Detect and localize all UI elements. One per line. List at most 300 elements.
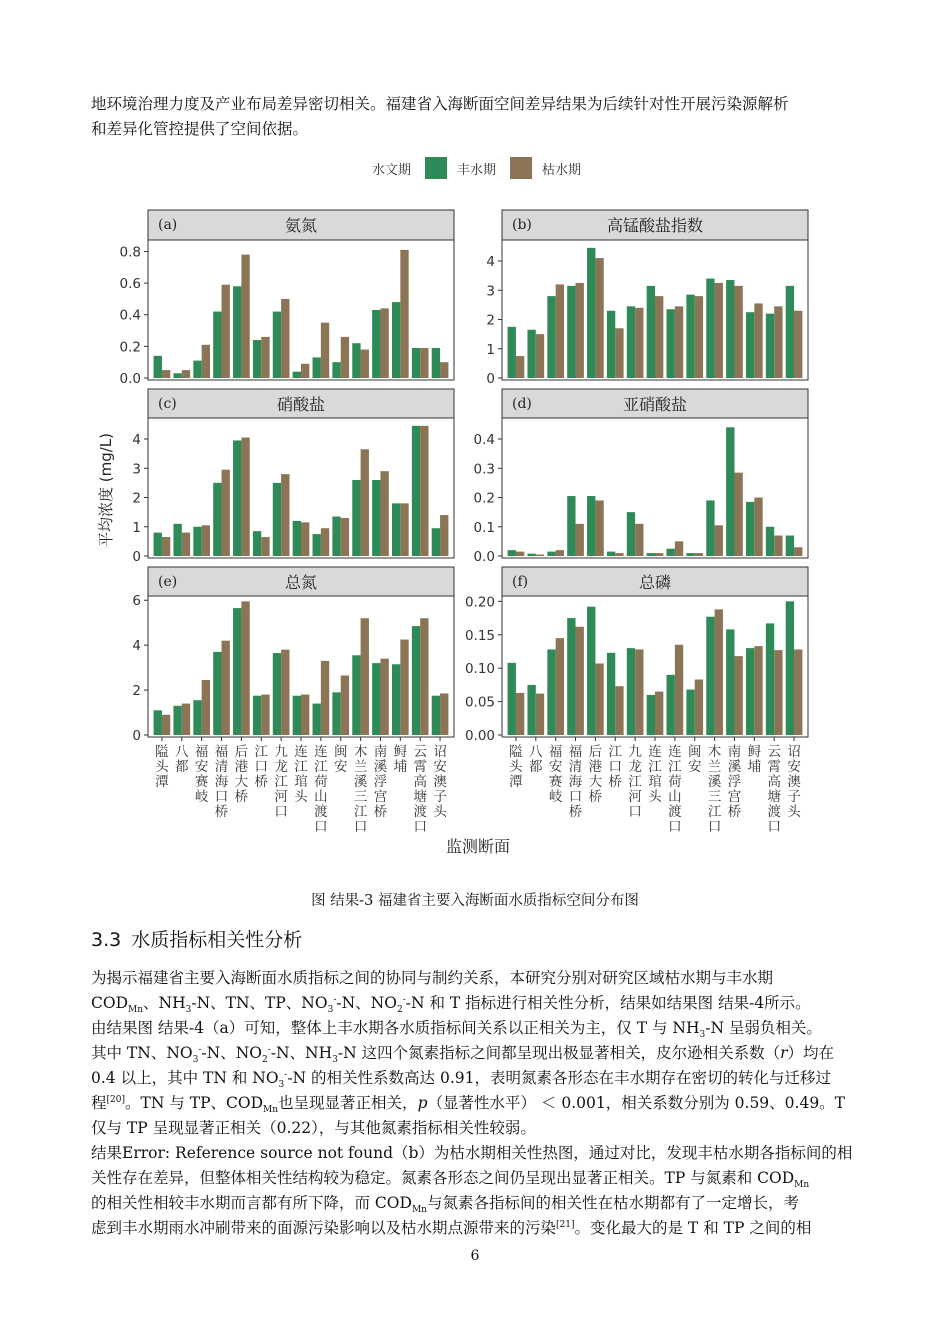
x-tick-label: 江 [314,759,328,775]
x-tick-label: 桥 [608,774,623,790]
bar [587,248,595,378]
x-axis-label: 监测断面 [445,837,511,856]
x-tick-label: 港 [588,759,603,775]
x-tick-label: 桥 [214,804,229,820]
x-tick-label: 琯 [648,774,662,790]
bar [734,656,742,735]
x-tick-label: 琯 [294,774,308,790]
x-tick-label: 口 [707,819,722,835]
x-tick-label: 高 [767,774,781,790]
panel-letter: (f) [512,574,529,590]
y-tick-label: 3 [132,461,141,478]
panel-title: 亚硝酸盐 [622,395,688,414]
bar [400,503,408,556]
x-tick-label: 潭 [509,774,523,790]
x-tick-label: 八 [529,744,543,760]
body-line: 仅与 TP 呈现显著正相关（0.22），与其他氮素指标相关性较弱。 [91,1119,536,1137]
x-tick-label: 龙 [628,759,642,775]
y-tick-label: 0.10 [464,661,495,678]
x-tick-label: 潭 [155,774,169,790]
bar [241,601,249,735]
bar [392,302,400,378]
bar [794,649,802,735]
x-tick-label: 山 [668,789,682,805]
bar [726,280,734,378]
bar [293,521,301,556]
y-tick-label: 2 [132,683,141,700]
x-tick-label: 塘 [767,789,781,805]
bar [726,629,734,735]
x-tick-label: 子 [433,789,447,805]
bar [774,536,782,556]
bar [547,296,555,378]
x-tick-label: 溪 [707,774,722,790]
bar [202,345,210,378]
x-tick-label: 清 [214,759,229,775]
x-tick-label: 江 [254,744,269,760]
bar [313,704,321,735]
bar [361,350,369,378]
x-tick-label: 闽 [687,744,702,760]
x-tick-label: 云 [413,744,427,760]
x-tick-label: 口 [767,819,781,835]
bar [154,356,162,378]
panel-title: 硝酸盐 [276,395,326,414]
bar [635,308,643,378]
chart-panel [132,389,454,565]
bar [440,693,448,735]
x-tick-label: 浮 [727,774,742,790]
bar [321,661,329,735]
panel-letter: (c) [158,396,177,412]
bar [556,284,564,378]
x-tick-label: 福 [548,744,563,760]
bar [352,480,360,556]
panel-letter: (e) [158,574,178,590]
x-tick-label: 连 [314,744,328,760]
x-tick-label: 木 [353,744,368,760]
x-tick-label: 山 [314,789,328,805]
x-tick-label: 岐 [548,789,563,805]
x-tick-label: 江 [608,744,623,760]
panel-letter: (d) [512,396,532,412]
body-line: 0.4 以上，其中 TN 和 $NO_3^--N$ 的相关性系数高达 0.91，表明氮素各形态在丰水期存在密切的转化与迁移过 [91,1069,831,1091]
y-tick-label: 0 [486,371,495,387]
bar [420,618,428,735]
x-tick-label: 口 [568,789,583,805]
bar [341,675,349,735]
bar [213,312,221,378]
bar [536,694,544,735]
body-line: 其中 TN、$NO_3^--N$、$NO_2^--N$、$NH_3-N$ 这四个氮素指标之间都呈现出极显著相关，皮尔逊相关系数（r）均在 [91,1044,835,1066]
chart-panel [132,567,454,835]
bar [627,512,635,556]
bar [182,370,190,378]
bar [233,440,241,556]
bar [281,299,289,378]
bar [440,362,448,378]
bar [321,323,329,378]
bar [273,653,281,735]
chart-panel [474,389,808,565]
x-tick-label: 福 [214,744,229,760]
x-tick-label: 口 [608,759,623,775]
bar [695,680,703,735]
bar [222,470,230,556]
bar [754,303,762,378]
bar [432,696,440,735]
bar [253,696,261,735]
x-tick-label: 埔 [747,759,762,775]
y-tick-label: 6 [132,593,141,610]
bar [182,704,190,735]
x-tick-label: 头 [648,789,662,805]
x-tick-label: 清 [568,759,583,775]
x-tick-label: 渡 [314,804,328,820]
bar [301,364,309,378]
bar [587,607,595,735]
x-tick-label: 安 [687,759,702,775]
y-tick-label: 0.1 [473,519,495,536]
x-tick-label: 八 [175,744,189,760]
bar [647,286,655,378]
y-tick-label: 0.0 [119,371,141,387]
bar [746,648,754,735]
x-tick-label: 赛 [194,774,209,790]
bar [686,295,694,378]
x-tick-label: 河 [628,789,642,805]
bar [675,541,683,556]
x-tick-label: 桥 [588,789,603,805]
x-tick-label: 口 [274,804,288,820]
x-tick-label: 港 [234,759,249,775]
bar [655,692,663,735]
bar [706,500,714,556]
bar [241,255,249,378]
bar [173,706,181,735]
x-tick-label: 后 [588,744,603,760]
bar [615,328,623,378]
y-tick-label: 2 [486,312,495,329]
bar [321,528,329,556]
bar [313,534,321,556]
bar [627,648,635,735]
bar [667,549,675,556]
bar [332,692,340,735]
bar [420,348,428,378]
x-tick-label: 桥 [727,804,742,820]
x-tick-label: 海 [568,774,583,790]
bar [556,638,564,735]
bar [786,286,794,378]
y-tick-label: 0.3 [473,461,495,478]
bar [595,500,603,556]
bar [154,710,162,735]
bar [400,250,408,378]
x-tick-label: 南 [373,744,388,760]
bar [332,362,340,378]
x-tick-label: 鲟 [393,744,408,760]
intro-line-2: 和差异化管控提供了空间依据。 [91,120,309,138]
bar [361,449,369,556]
x-tick-label: 后 [234,744,249,760]
bar [607,311,615,378]
body-line: 虑到丰水期雨水冲刷带来的面源污染影响以及枯水期点源带来的污染[21]。变化最大的是 T 和 TP 之间的相 [91,1219,812,1237]
bar [313,357,321,378]
x-tick-label: 头 [509,759,523,775]
y-tick-label: 0.2 [473,490,495,507]
bar [222,285,230,378]
bar [754,646,762,735]
y-tick-label: 0.00 [464,728,495,744]
bar [352,343,360,378]
x-tick-label: 鲟 [747,744,762,760]
panel-letter: (a) [158,217,178,233]
x-tick-label: 隘 [509,744,523,760]
bar [432,348,440,378]
bar [635,524,643,556]
x-tick-label: 江 [294,759,308,775]
x-tick-label: 渡 [767,804,781,820]
bar [361,618,369,735]
x-tick-label: 溪 [353,774,368,790]
bar [786,601,794,735]
x-tick-label: 桥 [373,804,388,820]
x-tick-label: 溪 [373,759,388,775]
bar [173,373,181,378]
bar [392,503,400,556]
x-tick-label: 桥 [254,774,269,790]
y-tick-label: 4 [486,254,495,271]
bar [293,696,301,735]
x-tick-label: 大 [234,774,249,790]
bar [615,553,623,556]
bar [293,372,301,378]
x-tick-label: 木 [707,744,722,760]
bar [222,641,230,735]
bar [746,502,754,556]
bar [261,537,269,556]
y-tick-label: 0 [132,549,141,565]
bar [162,715,170,735]
section-title: 水质指标相关性分析 [131,929,303,951]
bar [715,283,723,378]
bar [794,547,802,556]
x-tick-label: 宫 [727,789,742,805]
bar [301,522,309,556]
x-tick-label: 都 [529,759,543,775]
bar [193,527,201,556]
x-tick-label: 宫 [373,789,388,805]
bar [794,311,802,378]
x-tick-label: 连 [294,744,308,760]
bar [193,361,201,378]
bar [372,310,380,378]
bar [380,471,388,556]
bar [635,649,643,735]
bar [420,426,428,556]
x-tick-label: 南 [727,744,742,760]
x-tick-label: 头 [433,804,447,820]
y-tick-label: 4 [132,638,141,655]
bar [508,663,516,735]
x-tick-label: 霄 [767,759,781,775]
body-line: 的相关性相较丰水期而言都有所下降，而 $COD_{Mn}$与氮素各指标间的相关性在枯水期都有了一定增长，考 [91,1194,799,1216]
bar [392,664,400,735]
bar [734,286,742,378]
y-tick-label: 0.0 [473,549,495,565]
bar [352,655,360,735]
bar [595,663,603,735]
figure-caption: 图 结果-3 福建省主要入海断面水质指标空间分布图 [311,893,639,909]
section-heading [91,925,302,952]
bar [281,650,289,735]
x-tick-label: 荷 [314,774,328,790]
bar [536,334,544,378]
x-tick-label: 口 [214,789,229,805]
bar [547,552,555,556]
bar [261,695,269,735]
bar [162,537,170,556]
bar [400,640,408,735]
x-tick-label: 龙 [274,759,288,775]
x-tick-label: 桥 [234,789,249,805]
x-tick-label: 江 [707,804,722,820]
y-tick-label: 1 [486,341,495,358]
x-tick-label: 岐 [194,789,209,805]
bar [527,330,535,378]
x-tick-label: 塘 [413,789,427,805]
x-tick-label: 福 [568,744,583,760]
x-tick-label: 安 [433,759,447,775]
x-tick-label: 九 [628,744,642,760]
bar [587,496,595,556]
bar [372,480,380,556]
chart-panel [486,210,808,387]
intro-line-1: 地环境治理力度及产业布局差异密切相关。福建省入海断面空间差异结果为后续针对性开展污染源解析 [91,95,789,113]
bar [655,553,663,556]
bar [766,623,774,735]
bar [412,426,420,556]
x-tick-label: 荷 [668,774,682,790]
bar [380,659,388,735]
bar [766,314,774,378]
bar [380,308,388,378]
bar [547,649,555,735]
bar [412,626,420,735]
bar [213,483,221,556]
x-tick-label: 九 [274,744,288,760]
x-tick-label: 安 [548,759,563,775]
bar [686,690,694,735]
y-tick-label: 4 [132,432,141,449]
x-tick-label: 诏 [433,744,447,760]
bar [567,286,575,378]
panel-title: 总磷 [638,573,672,592]
y-tick-label: 0.2 [119,339,141,356]
y-tick-label: 0.8 [119,244,141,261]
legend-label-wet: 丰水期 [457,162,497,178]
bar [576,524,584,556]
bar [154,533,162,556]
bar [432,528,440,556]
bar [607,653,615,735]
bar [655,296,663,378]
bar [576,627,584,735]
x-tick-label: 浮 [373,774,388,790]
x-tick-label: 安 [787,759,801,775]
bar [281,474,289,556]
x-tick-label: 江 [353,804,368,820]
x-tick-label: 都 [175,759,189,775]
x-tick-label: 口 [353,819,368,835]
bar [202,525,210,556]
bar [607,552,615,556]
y-tick-label: 3 [486,283,495,300]
panel-title: 高锰酸盐指数 [606,216,704,235]
x-tick-label: 兰 [707,759,722,775]
y-tick-label: 0.05 [464,694,495,711]
x-tick-label: 连 [648,744,662,760]
chart-panel [120,210,454,387]
x-tick-label: 隘 [155,744,169,760]
bar [667,675,675,735]
bar [786,536,794,556]
x-tick-label: 口 [314,819,328,835]
bar [213,652,221,735]
bar [341,518,349,556]
x-tick-label: 河 [274,789,288,805]
y-tick-label: 0.6 [119,276,141,293]
y-tick-label: 0.4 [473,432,495,449]
body-line: 关性存在差异，但整体相关性结构较为稳定。氮素各形态之间仍呈现出显著正相关。TP 与氮素和 $COD_{Mn}$ [91,1169,810,1191]
panel-title: 氨氮 [284,216,318,235]
page-number: 6 [470,1248,480,1264]
bar [615,686,623,735]
bar [193,700,201,735]
bar [746,312,754,378]
x-tick-label: 江 [628,774,642,790]
bar [273,312,281,378]
bar [567,496,575,556]
bar [253,531,261,556]
x-tick-label: 安 [194,759,209,775]
bar [273,483,281,556]
x-tick-label: 头 [155,759,169,775]
x-tick-label: 埔 [393,759,408,775]
bar [527,554,535,556]
bar [726,427,734,556]
body-line: 程[20]。TN 与 TP、$COD_{Mn}$也呈现显著正相关，p（显著性水平） ＜ 0.001，相关系数分别为 0.59、0.49。T [91,1094,846,1116]
bar [567,618,575,735]
x-tick-label: 三 [353,789,368,805]
bar [647,695,655,735]
x-tick-label: 高 [413,774,427,790]
x-tick-label: 渡 [413,804,427,820]
bar [332,517,340,556]
bar [695,296,703,378]
x-tick-label: 三 [707,789,722,805]
bar [202,680,210,735]
bar [253,340,261,378]
bar [734,473,742,556]
bar [233,608,241,735]
bar [774,650,782,735]
bar [440,515,448,556]
x-tick-label: 江 [648,759,662,775]
x-tick-label: 澳 [787,774,801,790]
bar [595,258,603,378]
